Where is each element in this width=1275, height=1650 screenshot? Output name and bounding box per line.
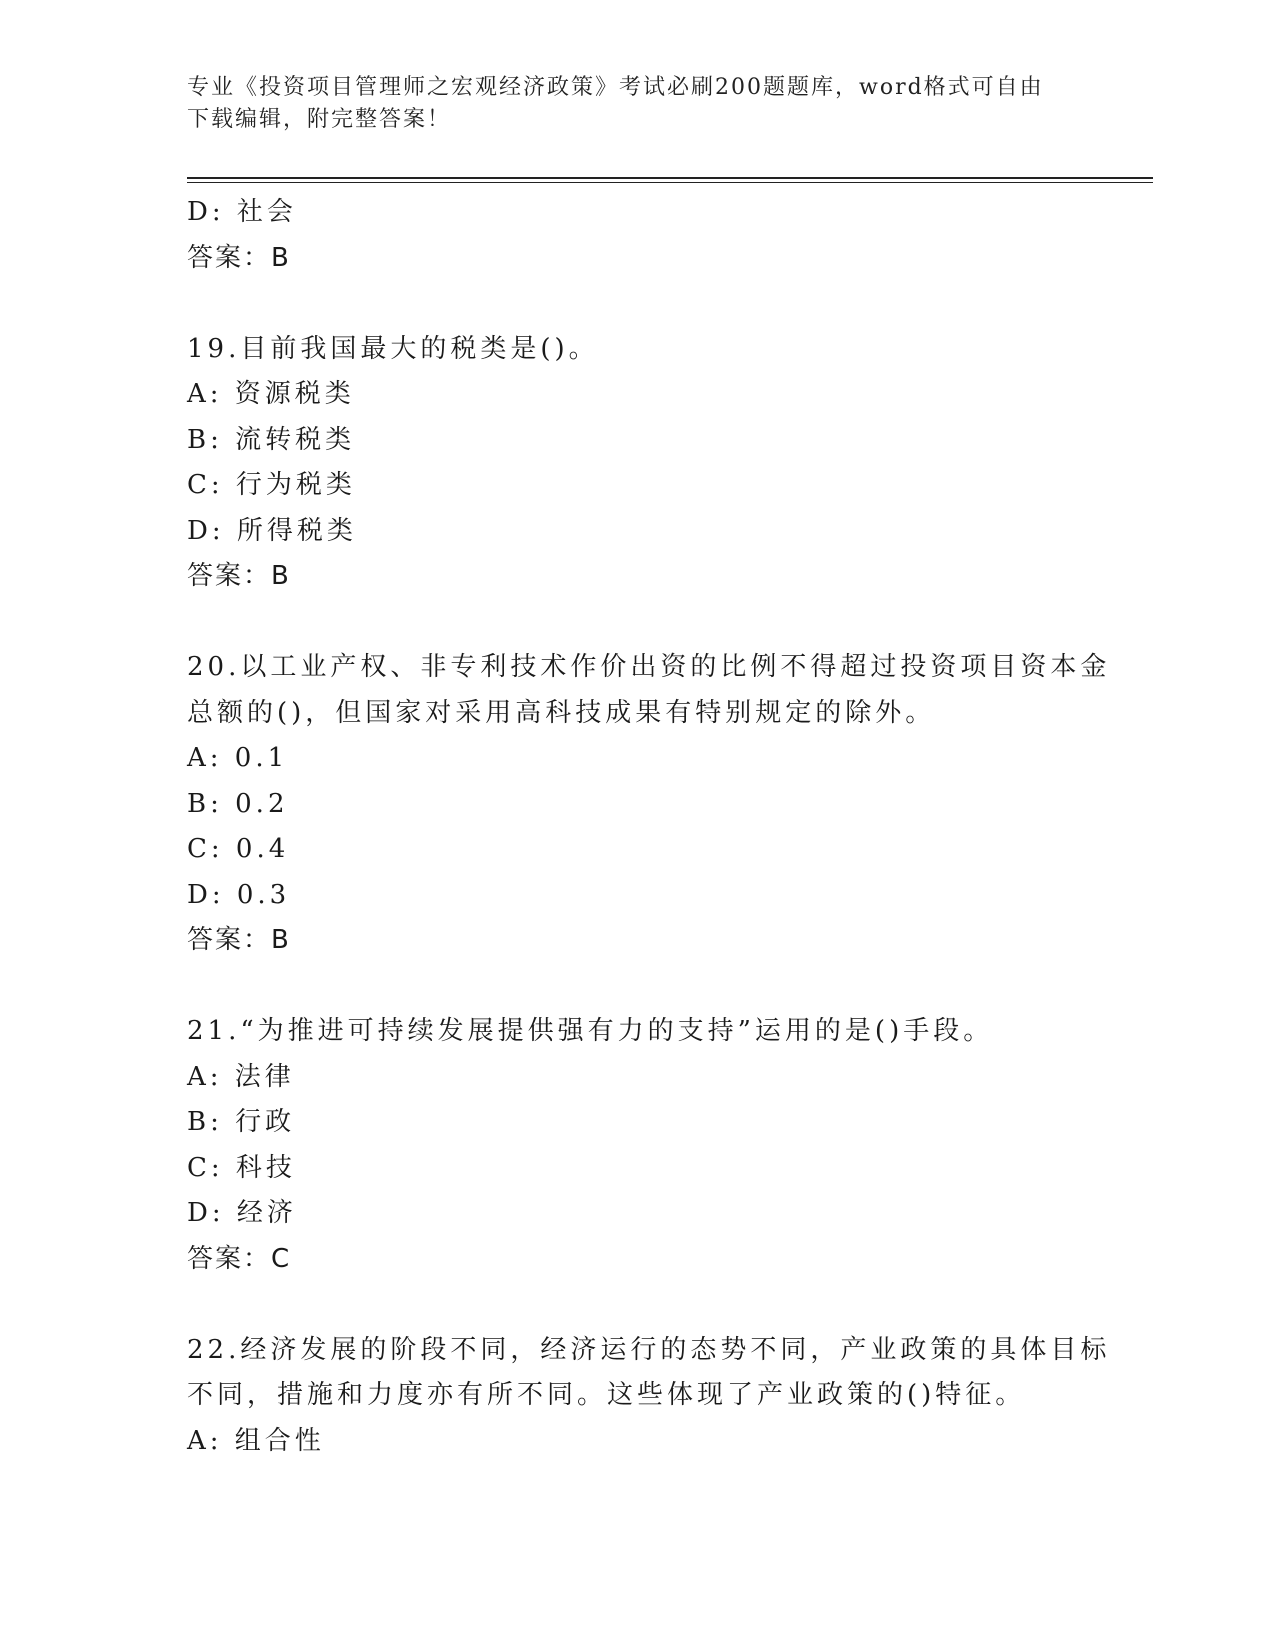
document-header <box>187 72 1067 136</box>
header-line-1: 专业《投资项目管理师之宏观经济政策》考试必刷200题题库，word格式可自由 <box>187 75 1044 100</box>
spacer <box>187 600 1087 646</box>
option-d: D: 0.3 <box>187 879 291 910</box>
answer-label: 答案：B <box>187 561 291 591</box>
question-21 <box>187 1009 1087 1282</box>
header-rule-thin <box>187 182 1153 183</box>
option-a: A: 法律 <box>187 1061 295 1092</box>
question-prev-tail <box>187 190 1087 281</box>
question-stem-line-1: 20.以工业产权、非专利技术作价出资的比例不得超过投资项目资本金 <box>187 652 1111 682</box>
option-b: B: 流转税类 <box>187 424 356 455</box>
answer-label: 答案：B <box>187 242 291 273</box>
option-a: A: 资源税类 <box>187 379 355 409</box>
option-a: A: 组合性 <box>187 1425 325 1456</box>
answer-label: 答案：B <box>187 925 291 955</box>
question-content <box>187 190 1111 1464</box>
option-c: C: 科技 <box>187 1152 296 1183</box>
option-c: C: 0.4 <box>187 834 290 864</box>
option-a: A: 0.1 <box>187 743 289 773</box>
option-b: B: 行政 <box>187 1107 296 1137</box>
question-stem-line-1: 22.经济发展的阶段不同，经济运行的态势不同，产业政策的具体目标 <box>187 1334 1111 1365</box>
option-b: B: 0.2 <box>187 788 289 819</box>
option-c: C: 行为税类 <box>187 470 356 500</box>
question-stem: 21.“为推进可持续发展提供强有力的支持”运用的是()手段。 <box>187 1016 994 1046</box>
spacer <box>187 281 1087 327</box>
header-line-2: 下载编辑，附完整答案！ <box>187 107 452 132</box>
question-stem-line-2: 不同，措施和力度亦有所不同。这些体现了产业政策的()特征。 <box>187 1380 1026 1410</box>
question-20 <box>187 645 1111 964</box>
answer-label: 答案：C <box>187 1243 292 1274</box>
option-d: D: 经济 <box>187 1198 297 1228</box>
question-22 <box>187 1328 1111 1465</box>
spacer <box>187 964 1087 1010</box>
question-stem: 19.目前我国最大的税类是()。 <box>187 333 599 364</box>
question-19 <box>187 327 1087 600</box>
question-stem-line-2: 总额的()，但国家对采用高科技成果有特别规定的除外。 <box>187 697 936 728</box>
option-d: D: 所得税类 <box>187 515 357 546</box>
spacer <box>187 1282 1087 1328</box>
option-d: D: 社会 <box>187 197 297 227</box>
header-rule-thick <box>187 177 1153 179</box>
